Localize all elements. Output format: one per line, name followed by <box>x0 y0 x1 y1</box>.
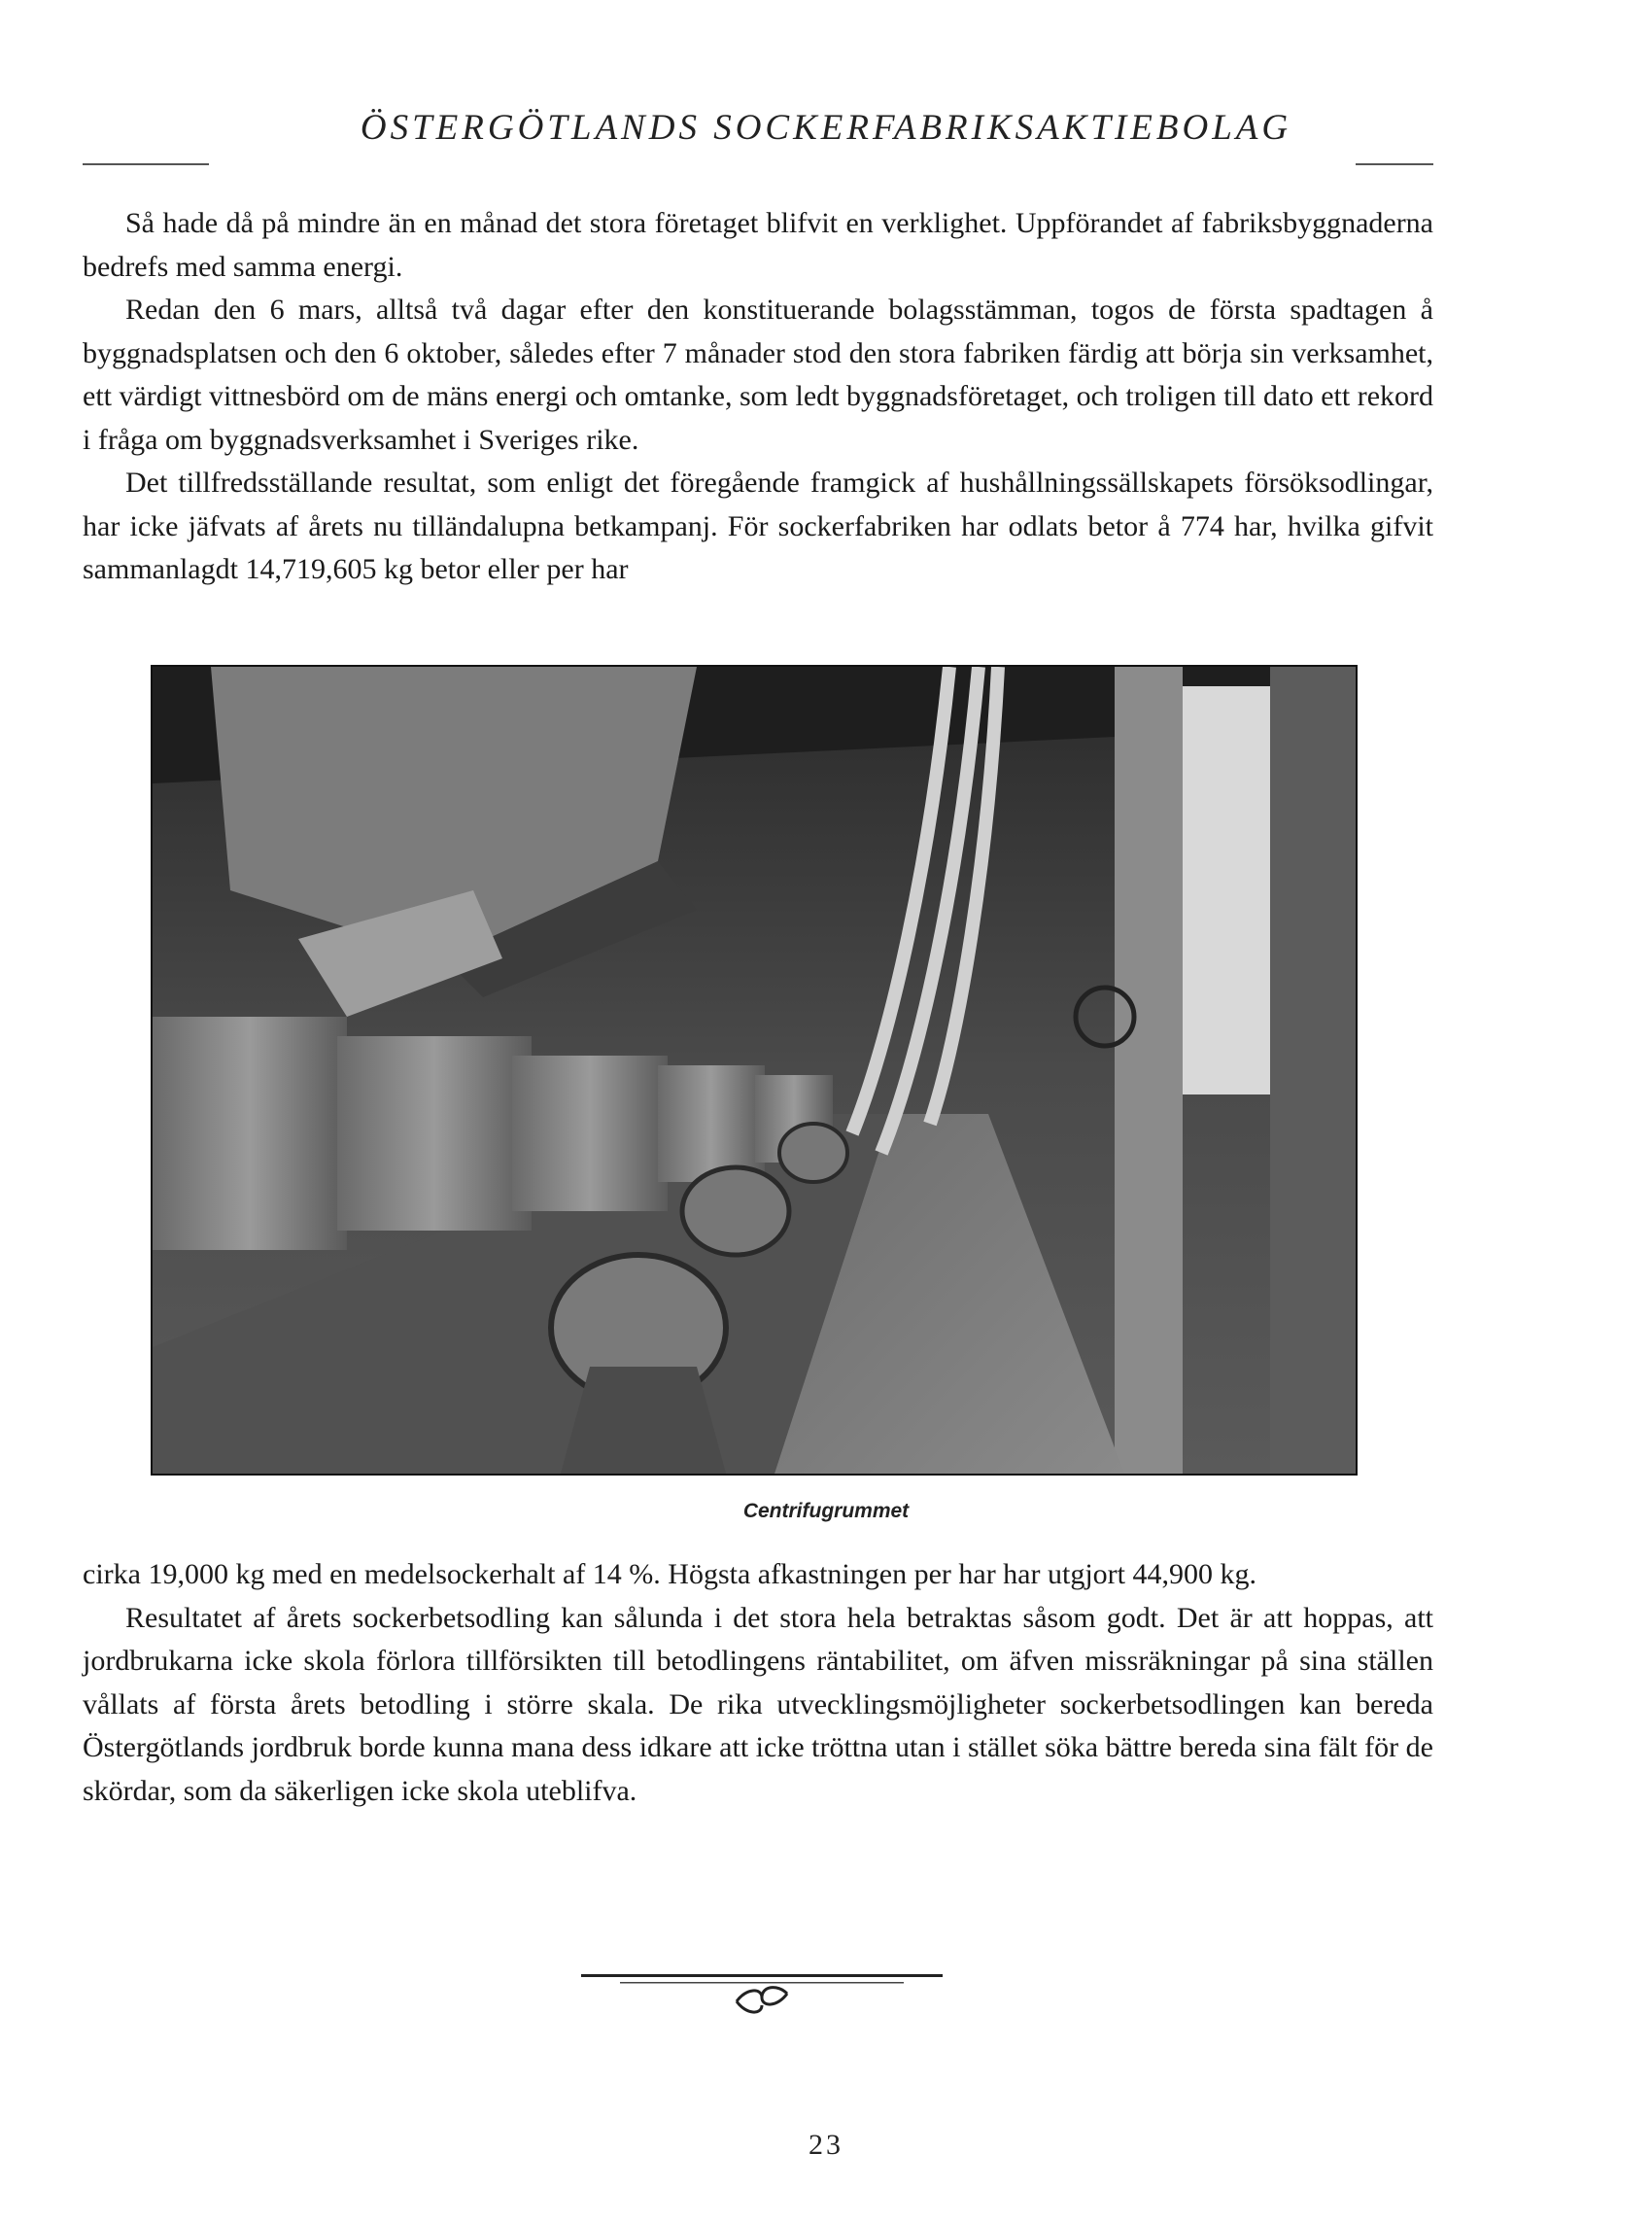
paragraph-3: Det tillfredsställande resultat, som enligt det föregående framgick af hushållningssällskapets försöksodlingar, har icke jäfvats af årets nu tilländalupna betkampanj. För sockerfabriken har odlats betor å 774 har, hvilka gifvit sammanlagdt 14,719,605 kg betor eller per har <box>83 467 1433 585</box>
ornament-flourish-icon <box>737 1988 787 2012</box>
ornament-rule-thin <box>620 1982 904 1984</box>
head-rule-left <box>83 163 209 165</box>
ornament-rule-thick <box>581 1974 943 1977</box>
body-text-top <box>83 202 1433 592</box>
pillar-far-right <box>1270 667 1356 1474</box>
centrifuge-3 <box>512 1056 668 1211</box>
body-text-bottom <box>83 1553 1433 1813</box>
photograph-centrifuge-room <box>151 665 1358 1476</box>
centrifuge-2 <box>337 1036 532 1231</box>
paragraph-4: cirka 19,000 kg med en medelsockerhalt af 14 %. Högsta afkastningen per har har utgjort 44,900 kg. <box>83 1558 1256 1590</box>
page-number: 23 <box>809 2129 843 2161</box>
paragraph-5: Resultatet af årets sockerbetsodling kan sålunda i det stora hela betraktas såsom godt. Det är att hoppas, att jordbrukarna icke skola förlora tillförsikten till betodlingens räntabilitet, om äfven missräkningar på sina ställen vållats af första årets betodling i större skala. De rika utvecklingsmöjligheter sockerbetsodlingen kan bereda Östergötlands jordbruk borde kunna mana dess idkare att icke tröttna utan i stället söka bättre bereda sina fält för de skördar, som da säkerligen icke skola uteblifva. <box>83 1601 1433 1807</box>
pillar-right <box>1115 667 1183 1474</box>
centrifuge-4 <box>658 1065 765 1182</box>
ornament-divider <box>581 1966 943 2025</box>
running-head: ÖSTERGÖTLANDS SOCKERFABRIKSAKTIEBOLAG <box>360 108 1292 148</box>
figure-caption: Centrifugrummet <box>742 1500 910 1522</box>
paragraph-2: Redan den 6 mars, alltså två dagar efter den konstituerande bolagsstämman, togos de första spadtagen å byggnadsplatsen och den 6 oktober, således efter 7 månader stod den stora fabriken färdig att börja sin verksamhet, ett värdigt vittnesbörd om de mäns energi och omtanke, som ledt byggnadsföretaget, och troligen till dato ett rekord i fråga om byggnadsverksamhet i Sveriges rike. <box>83 294 1433 456</box>
pulley-stand <box>561 1367 726 1474</box>
centrifuge-1 <box>153 1017 347 1250</box>
paragraph-1: Så hade då på mindre än en månad det stora företaget blifvit en verklighet. Uppförandet af fabriksbyggnaderna bedrefs med samma energi. <box>83 207 1433 283</box>
pulley-3 <box>779 1124 847 1182</box>
head-rule-right <box>1356 163 1433 165</box>
pulley-2 <box>682 1167 789 1255</box>
